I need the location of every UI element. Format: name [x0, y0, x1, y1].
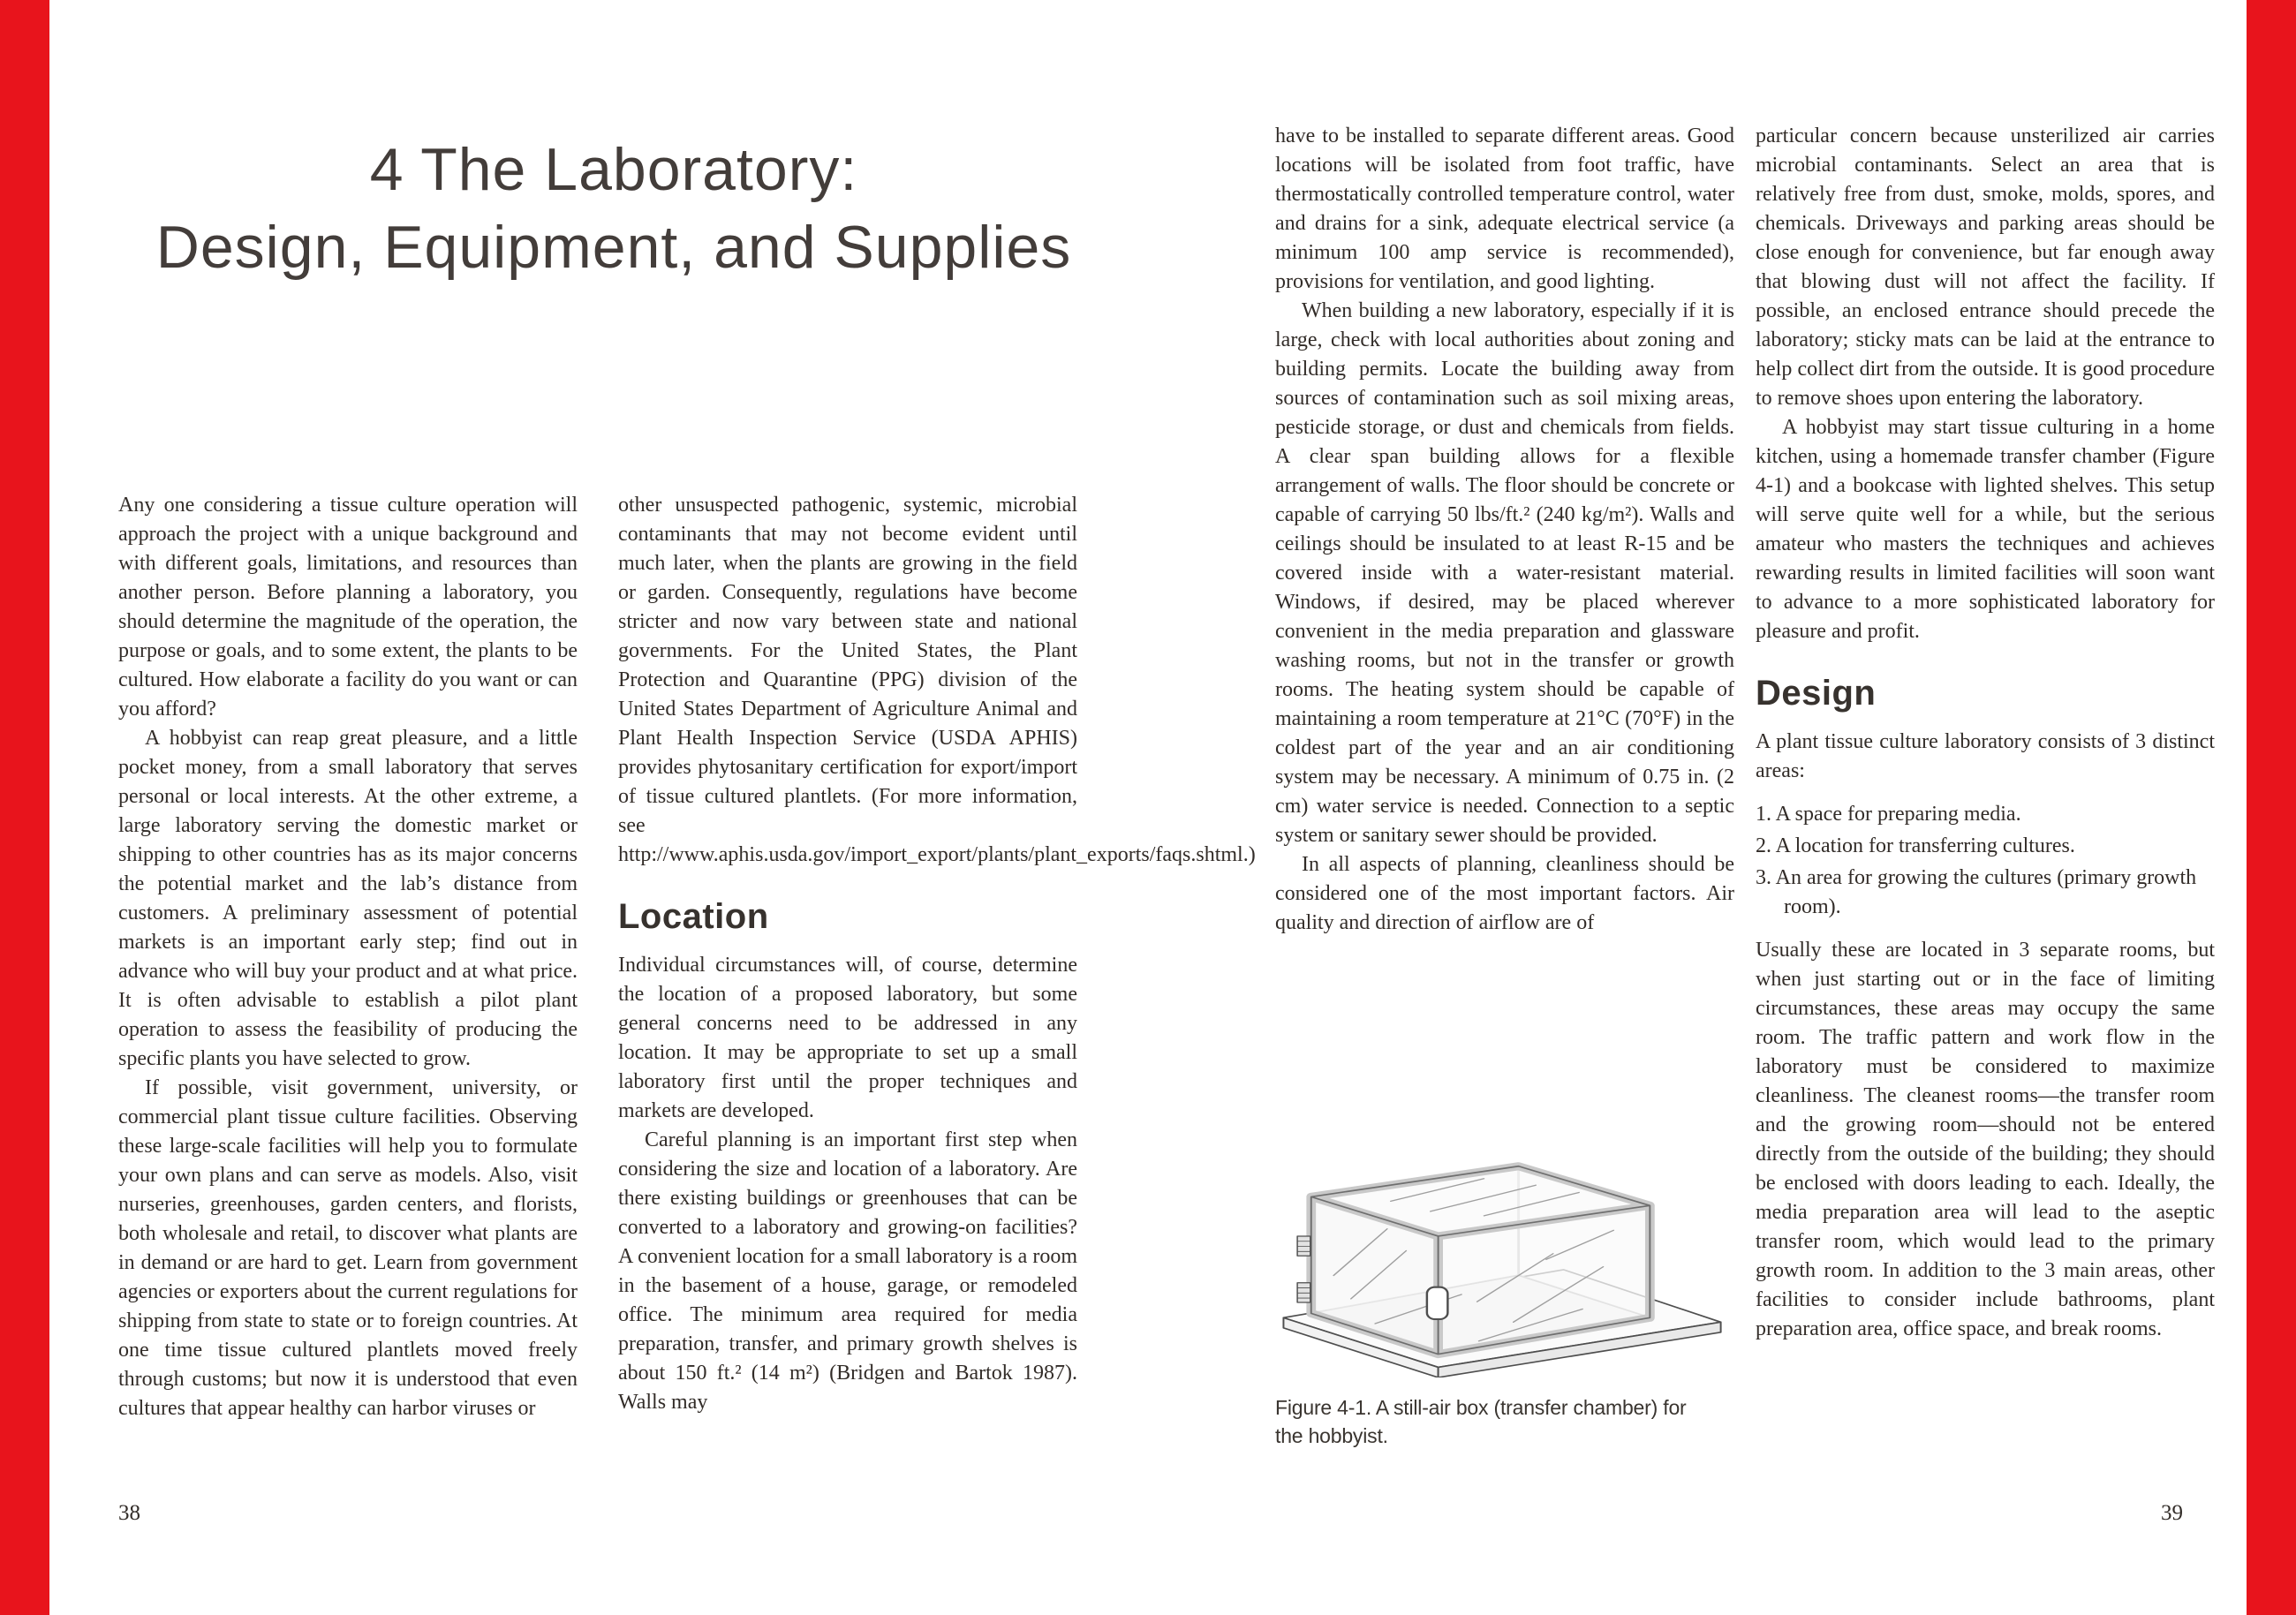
- left-page-column-2: [618, 491, 1256, 1417]
- list-item: 1. A space for preparing media.: [1756, 803, 2021, 826]
- body-paragraph: When building a new laboratory, especially if it is large, check with local authorities about zoning and building permits. Locate the building away from sources of contamination such as soil mixing areas, pesticide storage, or dust and chemicals from fields. A clear span building allows for a flexible arrangement of walls. The floor should be concrete or capable of carrying 50 lbs/ft.² (240 kg/m²). Walls and ceilings should be insulated to at least R-15 and be covered inside with a water-resistant material. Windows, if desired, may be placed wherever convenient in the media preparation and glassware washing rooms, but not in the transfer or growth rooms. The heating system should be capable of maintaining a room temperature at 21°C (70°F) in the coldest part of the year and an air conditioning system may be necessary. A minimum of 0.75 in. (2 cm) water service is needed. Connection to a septic system or sanitary sewer should be provided.: [1275, 299, 1734, 847]
- left-page-column-1: [118, 491, 578, 1423]
- body-paragraph: A hobbyist may start tissue culturing in a home kitchen, using a homemade transfer chamber (Figure 4-1) and a bookcase with lighted shelves. This setup will serve quite well for a while, but the serious amateur who masters the techniques and achieves rewarding results in limited facilities will soon want to advance to a more sophisticated laboratory for pleasure and profit.: [1756, 416, 2215, 643]
- figure-4-1: [1261, 1144, 1745, 1377]
- body-paragraph: Any one considering a tissue culture operation will approach the project with a unique background and with different goals, limitations, and resources than another person. Before planning a laboratory, you should determine the magnitude of the operation, the purpose or goals, and to some extent, the plants to be cultured. How elaborate a facility do you want or can you afford?: [118, 494, 578, 721]
- body-paragraph: Individual circumstances will, of course, determine the location of a proposed laboratory, but some general concerns need to be addressed in any location. It may be appropriate to set up a small laboratory first until the proper techniques and markets are developed.: [618, 954, 1077, 1122]
- still-air-box-illustration: [1261, 1144, 1745, 1377]
- chapter-title-line2: Design, Equipment, and Supplies: [155, 214, 1072, 281]
- section-heading: Location: [618, 897, 769, 936]
- chapter-title: [62, 131, 1166, 286]
- figure-caption: Figure 4-1. A still-air box (transfer chamber) for the hobbyist.: [1275, 1396, 1687, 1447]
- body-paragraph: In all aspects of planning, cleanliness should be considered one of the most important factors. Air quality and direction of airflow are of: [1275, 853, 1734, 934]
- book-cover-edge-left: [0, 0, 49, 1615]
- right-page-column-2: [1756, 122, 2215, 1344]
- body-paragraph: Usually these are located in 3 separate rooms, but when just starting out or in the face of limiting circumstances, these areas may occupy the same room. The traffic pattern and work flow in the laboratory must be considered to maximize cleanliness. The cleanest rooms—the transfer room and the growing room—should not be entered directly from the outside of the building; they should be enclosed with doors leading to each. Ideally, the media preparation area will lead to the aseptic transfer room, which would lead to the primary growth room. In addition to the 3 main areas, other facilities to consider include bathrooms, plant preparation area, office space, and break rooms.: [1756, 939, 2215, 1340]
- body-paragraph: particular concern because unsterilized air carries microbial contaminants. Select an area that is relatively free from dust, smoke, molds, spores, and chemicals. Driveways and parking areas should be close enough for convenience, but far enough away that blowing dust will not affect the facility. If possible, an enclosed entrance should precede the laboratory; sticky mats can be laid at the entrance to help collect dirt from the outside. It is good procedure to remove shoes upon entering the laboratory.: [1756, 125, 2215, 410]
- body-paragraph: Careful planning is an important first step when considering the size and location of a laboratory. Are there existing buildings or greenhouses that can be converted to a laboratory and growing-on facilities? A convenient location for a small laboratory is a room in the basement of a house, garage, or remodeled office. The minimum area required for media preparation, transfer, and primary growth shelves is about 150 ft.² (14 m²) (Bridgen and Bartok 1987). Walls may: [618, 1128, 1077, 1414]
- body-paragraph: A plant tissue culture laboratory consists of 3 distinct areas:: [1756, 730, 2215, 782]
- body-paragraph: other unsuspected pathogenic, systemic, microbial contaminants that may not become evident until much later, when the plants are growing in the field or garden. Consequently, regulations have become stricter and now vary between state and national governments. For the United States, the Plant Protection and Quarantine (PPG) division of the United States Department of Agriculture Animal and Plant Health Inspection Service (USDA APHIS) provides phytosanitary certification for export/import of tissue cultured plantlets. (For more information, see http://www.aphis.usda.gov/import_export/plants/plant_exports/faqs.shtml.): [618, 494, 1256, 866]
- right-page-column-1: [1275, 122, 1734, 938]
- chapter-title-line1: 4 The Laboratory:: [369, 136, 858, 203]
- book-cover-edge-right: [2247, 0, 2296, 1615]
- list-item: 3. An area for growing the cultures (primary growth room).: [1756, 866, 2197, 918]
- section-heading: Design: [1756, 674, 1877, 713]
- body-paragraph: have to be installed to separate different areas. Good locations will be isolated from foot traffic, have thermostatically controlled temperature control, water and drains for a sink, adequate electrical service (a minimum 100 amp service is recommended), provisions for ventilation, and good lighting.: [1275, 125, 1734, 293]
- body-paragraph: A hobbyist can reap great pleasure, and a little pocket money, from a small laboratory that serves personal or local interests. At the other extreme, a large laboratory serving the domestic market or shipping to other countries has as its major concerns the potential market and the lab’s distance from customers. A preliminary assessment of potential markets is an important early step; find out in advance who will buy your product and at what price. It is often advisable to establish a pilot plant operation to assess the feasibility of producing the specific plants you have selected to grow.: [118, 727, 578, 1070]
- door-handle: [1427, 1287, 1447, 1319]
- page-number-left: 38: [118, 1501, 140, 1525]
- list-item: 2. A location for transferring cultures.: [1756, 834, 2075, 857]
- body-paragraph: If possible, visit government, university, or commercial plant tissue culture facilities. Observing these large-scale facilities will help you to formulate your own plans and can serve as models. Also, visit nurseries, greenhouses, garden centers, and florists, both wholesale and retail, to discover what plants are in demand or are hard to get. Learn from government agencies or exporters about the current regulations for shipping from state to state or to foreign countries. At one time tissue cultured plantlets moved freely through customs; but now it is understood that even cultures that appear healthy can harbor viruses or: [118, 1076, 578, 1420]
- page-number-right: 39: [2161, 1501, 2183, 1525]
